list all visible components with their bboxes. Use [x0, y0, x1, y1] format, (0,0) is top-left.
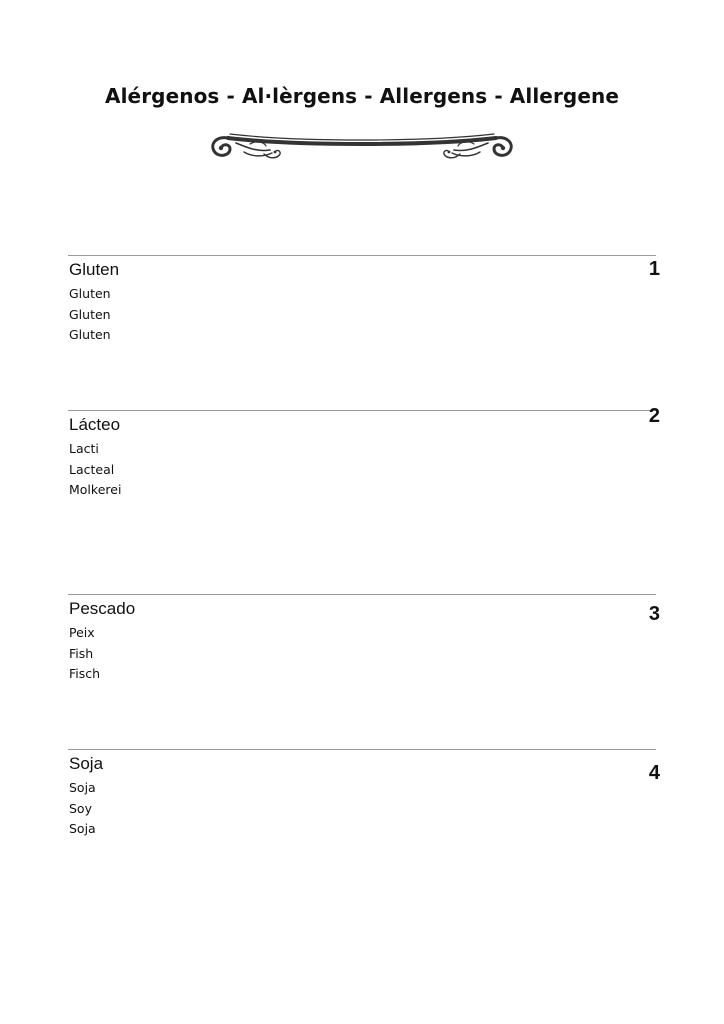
translation-item: Fisch: [69, 666, 101, 682]
allergen-number: 4: [648, 762, 660, 784]
translation-item: Lacti: [69, 441, 99, 456]
allergen-name: Soja: [69, 754, 104, 773]
allergen-number: 1: [648, 258, 660, 280]
section-divider: [68, 410, 656, 411]
translation-list: [69, 623, 100, 685]
translation-item: Fish: [69, 645, 94, 661]
allergen-name: Pescado: [69, 599, 136, 618]
page-title: Alérgenos - Al·lèrgens - Allergens - Allergene: [105, 84, 619, 108]
translation-item: Lacteal: [69, 461, 115, 477]
section-divider: [68, 594, 656, 595]
section-divider: [68, 255, 656, 256]
allergen-number: 2: [648, 405, 660, 427]
translation-item: Soja: [69, 780, 96, 795]
translation-item: Peix: [69, 625, 95, 640]
translation-list: [69, 439, 121, 501]
allergen-name: Gluten: [69, 260, 120, 279]
translation-list: [69, 284, 111, 346]
translation-item: Gluten: [69, 327, 111, 343]
translation-list: [69, 778, 96, 840]
ornamental-flourish-icon: [206, 124, 518, 166]
translation-item: Soy: [69, 800, 92, 816]
translation-item: Soja: [69, 821, 96, 837]
translation-item: Gluten: [69, 306, 111, 322]
section-divider: [68, 749, 656, 750]
allergen-name: Lácteo: [69, 415, 121, 434]
translation-item: Gluten: [69, 286, 111, 301]
translation-item: Molkerei: [69, 482, 122, 498]
allergen-number: 3: [648, 603, 660, 625]
